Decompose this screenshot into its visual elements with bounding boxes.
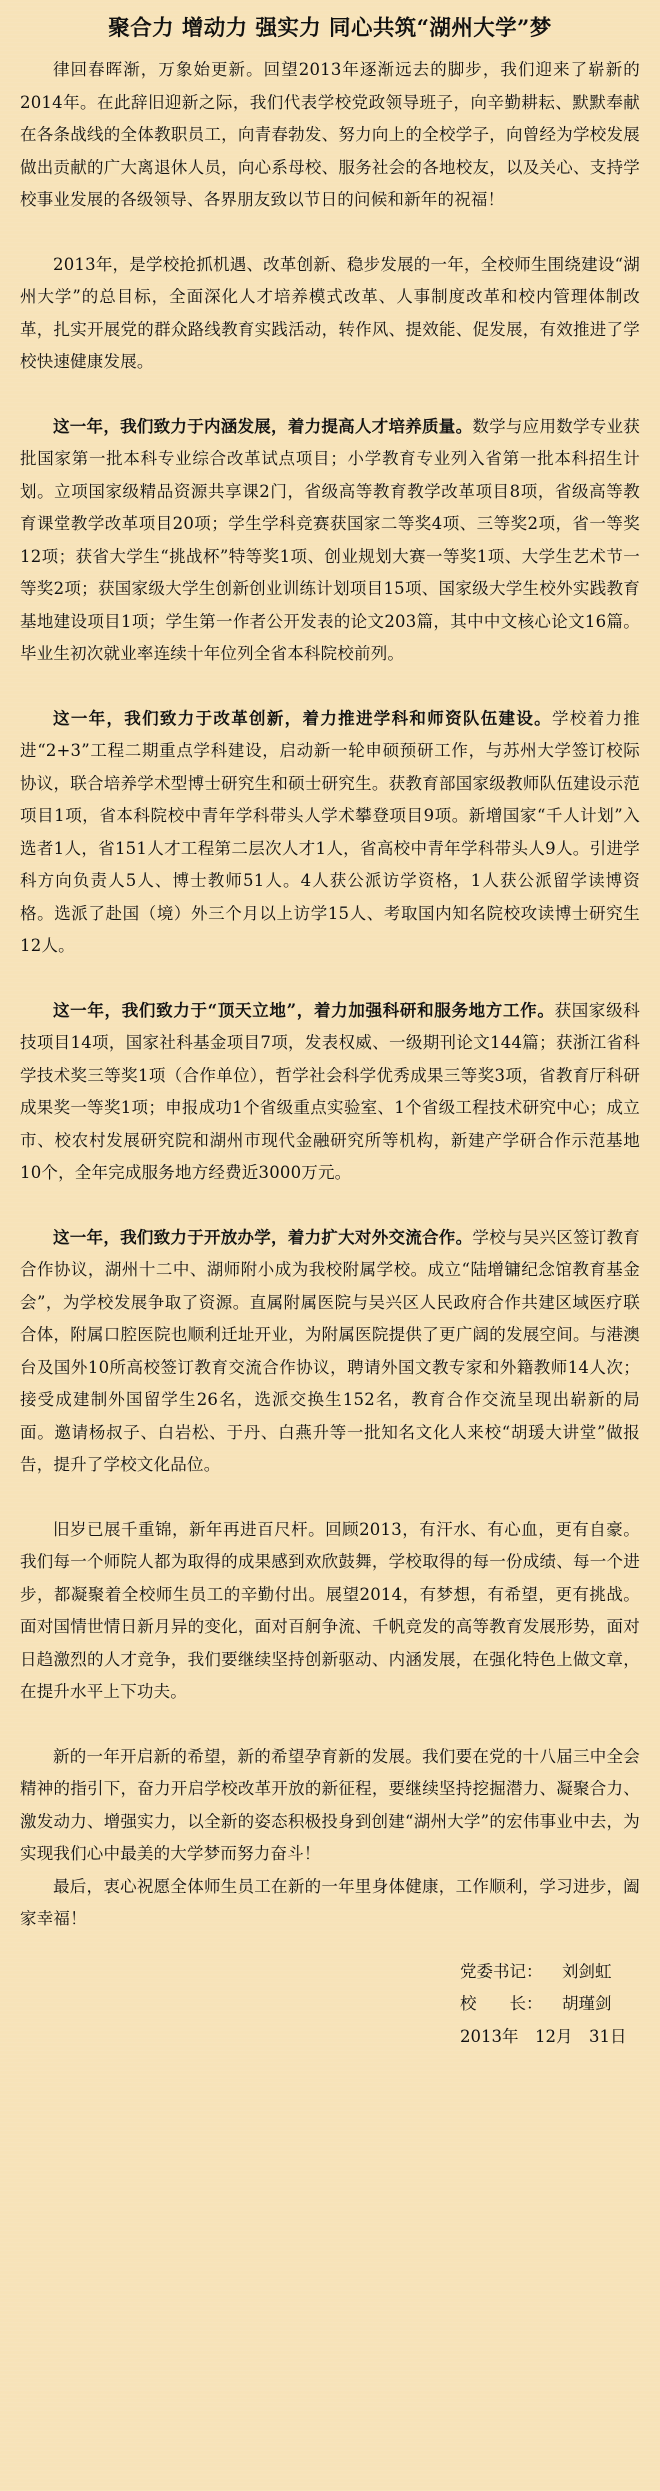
paragraph-talent	[20, 411, 640, 671]
paragraph-text: 最后，衷心祝愿全体师生员工在新的一年里身体健康，工作顺利，学习进步，阖家幸福！	[20, 1876, 640, 1929]
paragraph-research	[20, 995, 640, 1190]
paragraph-reform	[20, 703, 640, 963]
paragraph-overview	[20, 249, 640, 379]
paragraph-greeting	[20, 54, 640, 217]
signature-role: 党委书记：	[460, 1961, 543, 1981]
paragraph-text: 获国家级科技项目14项，国家社科基金项目7项，发表权威、一级期刊论文144篇；获浙江省科学技术奖三等奖1项（合作单位），哲学社会科学优秀成果三等奖3项，省教育厅科研成果奖一等奖1项；申报成功1个省级重点实验室、1个省级工程技术研究中心；成立市、校农村发展研究院和湖州市现代金融研究所等机构，新建产学研合作示范基地10个，全年完成服务地方经费近3000万元。	[20, 1000, 641, 1183]
signature-name: 刘剑虹	[562, 1961, 612, 1981]
signature-date: 2013年 12月 31日	[460, 2026, 627, 2046]
paragraph-closing	[20, 1871, 640, 1936]
paragraph-text: 学校着力推进“2+3”工程二期重点学科建设，启动新一轮申硕预研工作，与苏州大学签订校际协议，联合培养学术型博士研究生和硕士研究生。获教育部国家级教师队伍建设示范项目1项，省本科院校中青年学科带头人学术攀登项目9项。新增国家“千人计划”入选者1人，省151人才工程第二层次人才1人，省高校中青年学科带头人9人。引进学科方向负责人5人、博士教师51人。4人获公派访学资格，1人获公派留学读博资格。选派了赴国（境）外三个月以上访学15人、考取国内知名院校攻读博士研究生12人。	[20, 708, 641, 956]
signature-role: 校 长：	[460, 1994, 543, 2014]
paragraph-text: 数学与应用数学专业获批国家第一批本科专业综合改革试点项目；小学教育专业列入省第一批本科招生计划。立项国家级精品资源共享课2门，省级高等教育教学改革项目8项，省级高等教育课堂教学改革项目20项；学生学科竞赛获国家二等奖4项、三等奖2项，省一等奖12项；获省大学生“挑战杯”特等奖1项、创业规划大赛一等奖1项、大学生艺术节一等奖2项；获国家级大学生创新创业训练计划项目15项、国家级大学生校外实践教育基地建设项目1项；学生第一作者公开发表的论文203篇，其中中文核心论文16篇。毕业生初次就业率连续十年位列全省本科院校前列。	[20, 416, 641, 664]
paragraph-text: 新的一年开启新的希望，新的希望孕育新的发展。我们要在党的十八届三中全会精神的指引下，奋力开启学校改革开放的新征程，要继续坚持挖掘潜力、凝聚合力、激发动力、增强实力，以全新的姿态积极投身到创建“湖州大学”的宏伟事业中去，为实现我们心中最美的大学梦而努力奋斗！	[20, 1746, 640, 1864]
signature-block	[20, 1956, 640, 2054]
paragraph-lead: 这一年，我们致力于改革创新，着力推进学科和师资队伍建设。	[53, 708, 553, 728]
paragraph-lead: 这一年，我们致力于内涵发展，着力提高人才培养质量。	[53, 416, 473, 436]
paragraph-text: 学校与吴兴区签订教育合作协议，湖州十二中、湖师附小成为我校附属学校。成立“陆增镛纪念馆教育基金会”，为学校发展争取了资源。直属附属医院与吴兴区人民政府合作共建区域医疗联合体，附属口腔医院也顺利迁址开业，为附属医院提供了更广阔的发展空间。与港澳台及国外10所高校签订教育交流合作协议，聘请外国文教专家和外籍教师14人次；接受成建制外国留学生26名，选派交换生152名，教育合作交流呈现出崭新的局面。邀请杨叔子、白岩松、于丹、白燕升等一批知名文化人来校“胡瑗大讲堂”做报告，提升了学校文化品位。	[20, 1227, 641, 1475]
paragraph-outlook	[20, 1741, 640, 1871]
paragraph-review	[20, 1514, 640, 1709]
paragraph-lead: 这一年，我们致力于开放办学，着力扩大对外交流合作。	[53, 1227, 473, 1247]
signature-president	[460, 1988, 640, 2021]
paragraph-text: 旧岁已展千重锦，新年再进百尺杆。回顾2013，有汗水、有心血，更有自豪。我们每一个师院人都为取得的成果感到欢欣鼓舞，学校取得的每一份成绩、每一个进步，都凝聚着全校师生员工的辛勤付出。展望2014，有梦想，有希望，更有挑战。面对国情世情日新月异的变化，面对百舸争流、千帆竞发的高等教育发展形势，面对日趋激烈的人才竞争，我们要继续坚持创新驱动、内涵发展，在强化特色上做文章，在提升水平上下功夫。	[20, 1519, 640, 1702]
paragraph-text: 2013年，是学校抢抓机遇、改革创新、稳步发展的一年，全校师生围绕建设“湖州大学”的总目标，全面深化人才培养模式改革、人事制度改革和校内管理体制改革，扎实开展党的群众路线教育实践活动，转作风、提效能、促发展，有效推进了学校快速健康发展。	[20, 254, 640, 372]
signature-name: 胡瑾剑	[562, 1994, 612, 2014]
page-title: 聚合力 增动力 强实力 同心共筑“湖州大学”梦	[108, 16, 552, 41]
paragraph-openness	[20, 1222, 640, 1482]
signature-party-secretary	[460, 1956, 640, 1989]
paragraph-lead: 这一年，我们致力于“顶天立地”，着力加强科研和服务地方工作。	[53, 1000, 555, 1020]
paragraph-text: 律回春晖渐，万象始更新。回望2013年逐渐远去的脚步，我们迎来了崭新的2014年。在此辞旧迎新之际，我们代表学校党政领导班子，向辛勤耕耘、默默奉献在各条战线的全体教职员工，向青春勃发、努力向上的全校学子，向曾经为学校发展做出贡献的广大离退休人员，向心系母校、服务社会的各地校友，以及关心、支持学校事业发展的各级领导、各界朋友致以节日的问候和新年的祝福！	[20, 60, 640, 210]
